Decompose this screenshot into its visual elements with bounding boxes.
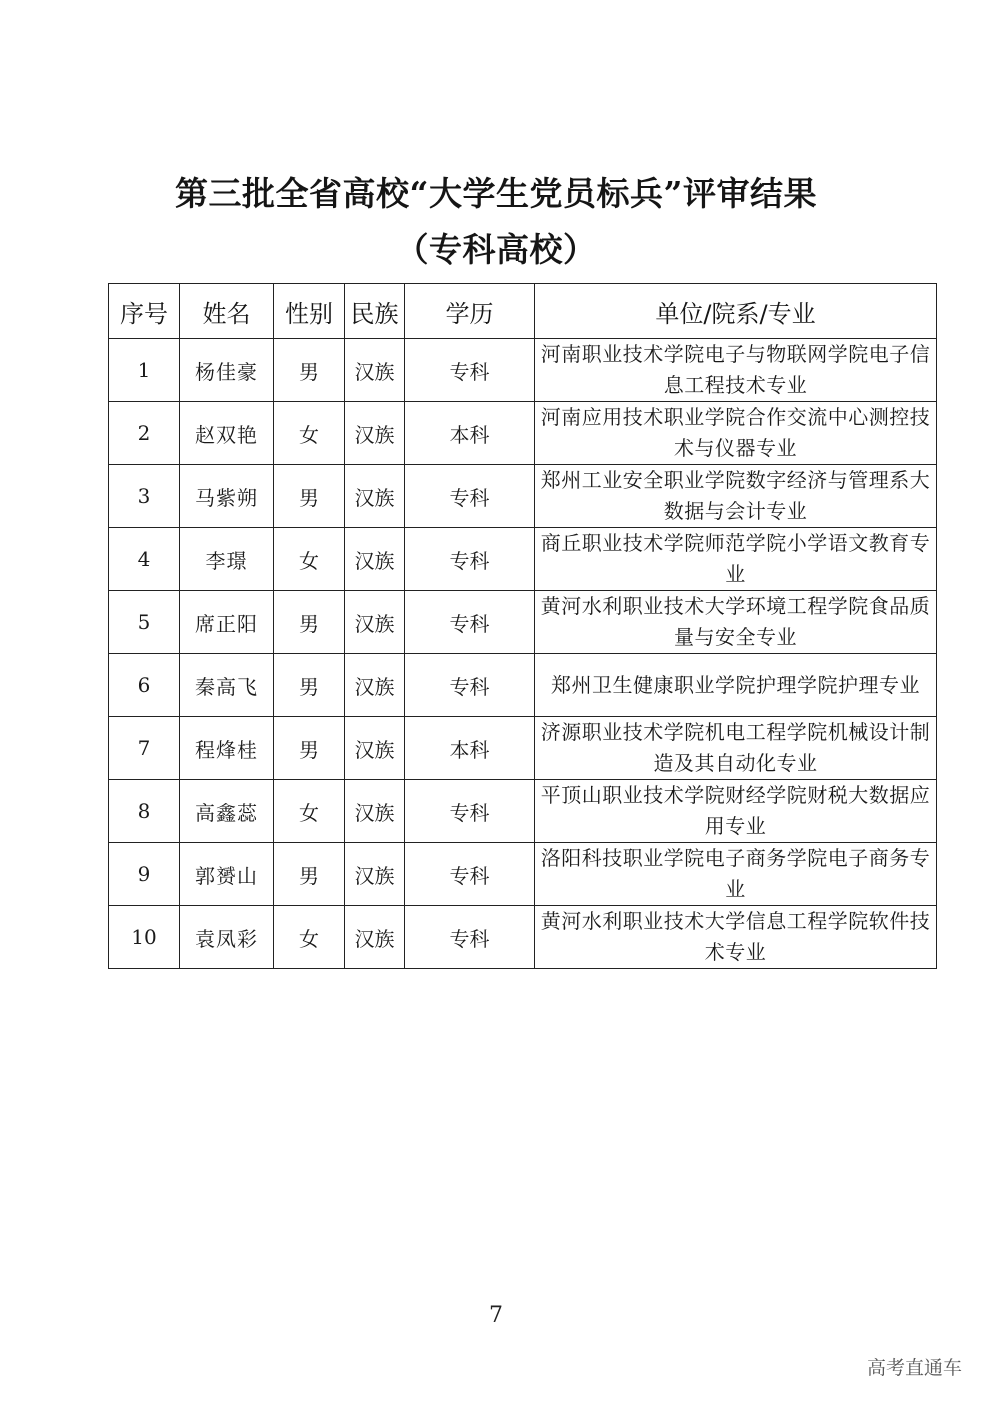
cell-education: 专科 bbox=[405, 843, 535, 906]
header-index: 序号 bbox=[109, 284, 180, 339]
cell-ethnicity: 汉族 bbox=[345, 906, 405, 969]
cell-name: 程烽桂 bbox=[180, 717, 274, 780]
cell-ethnicity: 汉族 bbox=[345, 528, 405, 591]
document-title: 第三批全省高校“大学生党员标兵”评审结果 bbox=[175, 174, 817, 213]
cell-index: 3 bbox=[109, 465, 180, 528]
cell-ethnicity: 汉族 bbox=[345, 465, 405, 528]
cell-name: 杨佳豪 bbox=[180, 339, 274, 402]
cell-gender: 男 bbox=[274, 717, 345, 780]
cell-name: 席正阳 bbox=[180, 591, 274, 654]
table-row bbox=[109, 402, 937, 465]
header-ethnicity: 民族 bbox=[345, 284, 405, 339]
cell-education: 专科 bbox=[405, 654, 535, 717]
cell-index: 5 bbox=[109, 591, 180, 654]
cell-ethnicity: 汉族 bbox=[345, 717, 405, 780]
cell-ethnicity: 汉族 bbox=[345, 339, 405, 402]
header-gender: 性别 bbox=[274, 284, 345, 339]
table-row bbox=[109, 339, 937, 402]
cell-gender: 女 bbox=[274, 402, 345, 465]
table-header-row bbox=[109, 284, 937, 339]
cell-unit: 洛阳科技职业学院电子商务学院电子商务专业 bbox=[535, 843, 937, 906]
cell-education: 专科 bbox=[405, 591, 535, 654]
cell-unit: 河南应用技术职业学院合作交流中心测控技术与仪器专业 bbox=[535, 402, 937, 465]
table-row bbox=[109, 843, 937, 906]
table-row bbox=[109, 717, 937, 780]
cell-education: 本科 bbox=[405, 402, 535, 465]
cell-education: 专科 bbox=[405, 528, 535, 591]
watermark: 高考直通车 bbox=[866, 1357, 962, 1379]
cell-gender: 男 bbox=[274, 465, 345, 528]
cell-education: 专科 bbox=[405, 465, 535, 528]
cell-unit: 商丘职业技术学院师范学院小学语文教育专业 bbox=[535, 528, 937, 591]
cell-unit: 黄河水利职业技术大学信息工程学院软件技术专业 bbox=[535, 906, 937, 969]
document-subtitle: （专科高校） bbox=[395, 230, 597, 269]
cell-name: 马紫朔 bbox=[180, 465, 274, 528]
cell-index: 2 bbox=[109, 402, 180, 465]
cell-gender: 女 bbox=[274, 528, 345, 591]
cell-unit: 郑州卫生健康职业学院护理学院护理专业 bbox=[535, 654, 937, 717]
cell-education: 本科 bbox=[405, 717, 535, 780]
cell-name: 高鑫蕊 bbox=[180, 780, 274, 843]
cell-unit: 郑州工业安全职业学院数字经济与管理系大数据与会计专业 bbox=[535, 465, 937, 528]
cell-unit: 黄河水利职业技术大学环境工程学院食品质量与安全专业 bbox=[535, 591, 937, 654]
cell-name: 袁凤彩 bbox=[180, 906, 274, 969]
cell-index: 8 bbox=[109, 780, 180, 843]
cell-education: 专科 bbox=[405, 339, 535, 402]
table-row bbox=[109, 906, 937, 969]
cell-gender: 男 bbox=[274, 591, 345, 654]
cell-ethnicity: 汉族 bbox=[345, 402, 405, 465]
cell-name: 赵双艳 bbox=[180, 402, 274, 465]
cell-unit: 平顶山职业技术学院财经学院财税大数据应用专业 bbox=[535, 780, 937, 843]
header-education: 学历 bbox=[405, 284, 535, 339]
cell-index: 7 bbox=[109, 717, 180, 780]
cell-index: 6 bbox=[109, 654, 180, 717]
cell-index: 9 bbox=[109, 843, 180, 906]
cell-index: 10 bbox=[109, 906, 180, 969]
table-row bbox=[109, 528, 937, 591]
cell-name: 郭赟山 bbox=[180, 843, 274, 906]
table-row bbox=[109, 654, 937, 717]
cell-gender: 女 bbox=[274, 780, 345, 843]
cell-index: 1 bbox=[109, 339, 180, 402]
cell-gender: 女 bbox=[274, 906, 345, 969]
cell-unit: 河南职业技术学院电子与物联网学院电子信息工程技术专业 bbox=[535, 339, 937, 402]
cell-gender: 男 bbox=[274, 654, 345, 717]
header-name: 姓名 bbox=[180, 284, 274, 339]
cell-education: 专科 bbox=[405, 780, 535, 843]
table-row bbox=[109, 780, 937, 843]
cell-gender: 男 bbox=[274, 843, 345, 906]
cell-unit: 济源职业技术学院机电工程学院机械设计制造及其自动化专业 bbox=[535, 717, 937, 780]
cell-gender: 男 bbox=[274, 339, 345, 402]
table-row bbox=[109, 465, 937, 528]
header-unit: 单位/院系/专业 bbox=[535, 284, 937, 339]
cell-name: 秦高飞 bbox=[180, 654, 274, 717]
cell-ethnicity: 汉族 bbox=[345, 780, 405, 843]
cell-ethnicity: 汉族 bbox=[345, 591, 405, 654]
cell-name: 李璟 bbox=[180, 528, 274, 591]
cell-ethnicity: 汉族 bbox=[345, 654, 405, 717]
cell-ethnicity: 汉族 bbox=[345, 843, 405, 906]
page-number: 7 bbox=[489, 1303, 503, 1328]
results-table bbox=[108, 283, 937, 969]
table-row bbox=[109, 591, 937, 654]
cell-education: 专科 bbox=[405, 906, 535, 969]
cell-index: 4 bbox=[109, 528, 180, 591]
